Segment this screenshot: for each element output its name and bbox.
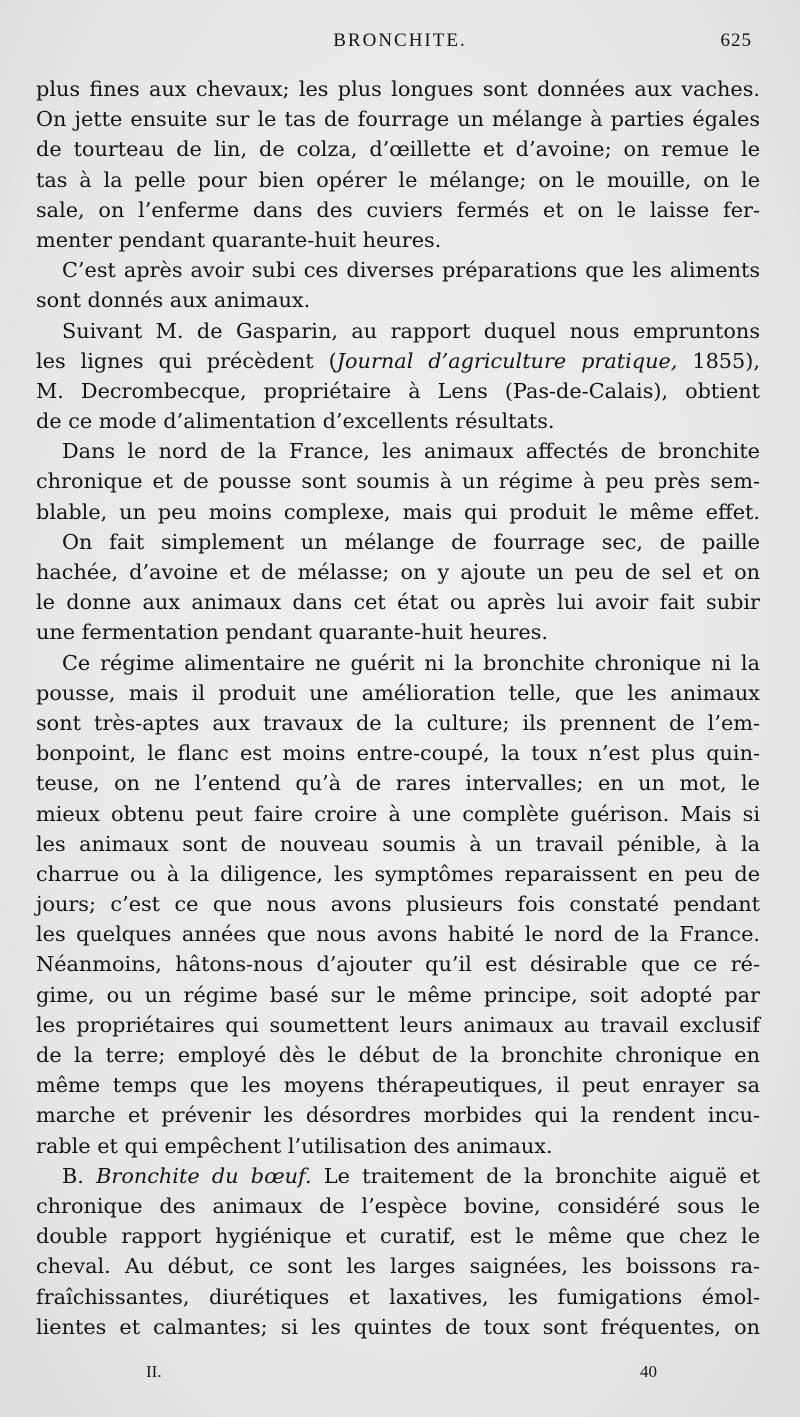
line-text: sale, on l’enferme dans des cuviers fermés et on le laisse fer- bbox=[36, 197, 760, 222]
text-line bbox=[36, 74, 760, 104]
italic-text: Journal d’agriculture pratique, bbox=[336, 348, 678, 373]
italic-text: Bronchite du bœuf. bbox=[96, 1163, 312, 1188]
line-text: les propriétaires qui soumettent leurs animaux au travail exclusif bbox=[36, 1012, 760, 1037]
text-line bbox=[36, 225, 760, 255]
line-text: hachée, d’avoine et de mélasse; on y ajoute un peu de sel et on bbox=[36, 560, 760, 584]
text-line bbox=[36, 1070, 760, 1100]
line-text: chronique et de pousse sont soumis à un régime à peu près sem- bbox=[36, 469, 760, 494]
line-text: charrue ou à la diligence, les symptômes reparaissent en peu de bbox=[36, 861, 760, 886]
text-line bbox=[36, 919, 760, 949]
line-text: Dans le nord de la France, les animaux affectés de bronchite bbox=[62, 439, 760, 464]
page-number: 625 bbox=[720, 30, 752, 51]
line-text: de la terre; employé dès le début de la bronchite chronique en bbox=[36, 1043, 760, 1067]
line-text: sont très-aptes aux travaux de la culture; ils prennent de l’em- bbox=[36, 710, 760, 735]
line-text: Suivant M. de Gasparin, au rapport duquel nous empruntons bbox=[62, 318, 760, 343]
text-line bbox=[36, 949, 760, 979]
line-text: menter pendant quarante-huit heures. bbox=[36, 227, 442, 252]
line-text: même temps que les moyens thérapeutiques, il peut enrayer sa bbox=[36, 1073, 760, 1098]
text-line bbox=[36, 648, 760, 678]
text-line bbox=[36, 436, 760, 466]
text-line bbox=[36, 134, 760, 164]
text-line bbox=[36, 527, 760, 557]
text-line bbox=[36, 497, 760, 527]
line-text: C’est après avoir subi ces diverses préparations que les aliments bbox=[62, 258, 760, 283]
text-line bbox=[36, 980, 760, 1010]
line-text: jours; c’est ce que nous avons plusieurs fois constaté pendant bbox=[36, 892, 760, 917]
line-text: gime, ou un régime basé sur le même principe, soit adopté par bbox=[36, 982, 760, 1007]
text-line bbox=[36, 768, 760, 798]
line-text: rable et qui empêchent l’utilisation des animaux. bbox=[36, 1133, 553, 1158]
line-text: cheval. Au début, ce sont les larges saignées, les boissons ra- bbox=[36, 1254, 760, 1279]
line-text: On fait simplement un mélange de fourrage sec, de paille bbox=[62, 529, 760, 554]
line-text: sont donnés aux animaux. bbox=[36, 288, 311, 313]
line-text: tas à la pelle pour bien opérer le mélange; on le mouille, on le bbox=[36, 167, 760, 192]
text-line bbox=[36, 738, 760, 768]
running-header bbox=[0, 30, 800, 60]
text-line bbox=[36, 708, 760, 738]
line-text: bonpoint, le flanc est moins entre-coupé, la toux n’est plus quin- bbox=[36, 741, 760, 766]
text-line bbox=[36, 104, 760, 134]
text-line bbox=[36, 1312, 760, 1342]
text-line bbox=[36, 466, 760, 496]
line-text: de ce mode d’alimentation d’excellents résultats. bbox=[36, 409, 555, 434]
text-line bbox=[36, 1282, 760, 1312]
line-text: mieux obtenu peut faire croire à une complète guérison. Mais si bbox=[36, 801, 760, 826]
line-text: plus fines aux chevaux; les plus longues sont données aux vaches. bbox=[36, 77, 760, 101]
text-line bbox=[36, 859, 760, 889]
line-text: le donne aux animaux dans cet état ou après lui avoir fait subir bbox=[36, 590, 760, 615]
line-text: pousse, mais il produit une amélioration telle, que les animaux bbox=[36, 680, 760, 705]
text-line bbox=[36, 1100, 760, 1130]
text-line bbox=[36, 1010, 760, 1040]
line-text: Ce régime alimentaire ne guérit ni la bronchite chronique ni la bbox=[62, 650, 760, 675]
text-line bbox=[36, 1221, 760, 1251]
text-line bbox=[36, 1131, 760, 1161]
line-text: lientes et calmantes; si les quintes de toux sont fréquentes, on bbox=[36, 1314, 760, 1339]
text-line bbox=[36, 346, 760, 376]
text-line bbox=[36, 617, 760, 647]
line-text: M. Decrombecque, propriétaire à Lens (Pas-de-Calais), obtient bbox=[36, 378, 760, 403]
signature-mark: II. bbox=[146, 1362, 162, 1381]
text-line bbox=[36, 285, 760, 315]
text-line bbox=[36, 1161, 760, 1191]
line-text: On jette ensuite sur le tas de fourrage un mélange à parties égales bbox=[36, 107, 760, 132]
line-text-continued: Le traitement de la bronchite aiguë et bbox=[311, 1163, 760, 1188]
line-text: fraîchissantes, diurétiques et laxatives, les fumigations émol- bbox=[36, 1284, 760, 1309]
line-text: marche et prévenir les désordres morbides qui la rendent incu- bbox=[36, 1103, 760, 1128]
line-text: les lignes qui précèdent ( bbox=[36, 348, 337, 373]
line-text-continued: 1855), bbox=[677, 348, 760, 373]
text-line bbox=[36, 376, 760, 406]
line-text: blable, un peu moins complexe, mais qui produit le même effet. bbox=[36, 499, 760, 524]
text-line bbox=[36, 316, 760, 346]
text-line bbox=[36, 255, 760, 285]
line-text: de tourteau de lin, de colza, d’œillette et d’avoine; on remue le bbox=[36, 137, 760, 162]
text-line bbox=[36, 1251, 760, 1281]
running-title: BRONCHITE. bbox=[333, 30, 467, 51]
line-text: une fermentation pendant quarante-huit heures. bbox=[36, 620, 549, 645]
line-text: double rapport hygiénique et curatif, est le même que chez le bbox=[36, 1224, 760, 1249]
body-text bbox=[36, 74, 760, 1342]
text-line bbox=[36, 587, 760, 617]
text-line bbox=[36, 1040, 760, 1070]
line-text: les quelques années que nous avons habité le nord de la France. bbox=[36, 922, 760, 947]
line-text: B. bbox=[62, 1163, 97, 1188]
line-text: Néanmoins, hâtons-nous d’ajouter qu’il est désirable que ce ré- bbox=[36, 952, 760, 977]
text-line bbox=[36, 678, 760, 708]
line-text: teuse, on ne l’entend qu’à de rares intervalles; en un mot, le bbox=[36, 771, 760, 796]
text-line bbox=[36, 1191, 760, 1221]
text-line bbox=[36, 557, 760, 587]
text-line bbox=[36, 799, 760, 829]
text-line bbox=[36, 829, 760, 859]
text-line bbox=[36, 889, 760, 919]
page-footer bbox=[0, 1362, 800, 1388]
text-line bbox=[36, 165, 760, 195]
text-line bbox=[36, 195, 760, 225]
line-text: chronique des animaux de l’espèce bovine, considéré sous le bbox=[36, 1193, 760, 1218]
line-text: les animaux sont de nouveau soumis à un travail pénible, à la bbox=[36, 831, 760, 856]
text-line bbox=[36, 406, 760, 436]
sheet-number: 40 bbox=[640, 1362, 657, 1381]
